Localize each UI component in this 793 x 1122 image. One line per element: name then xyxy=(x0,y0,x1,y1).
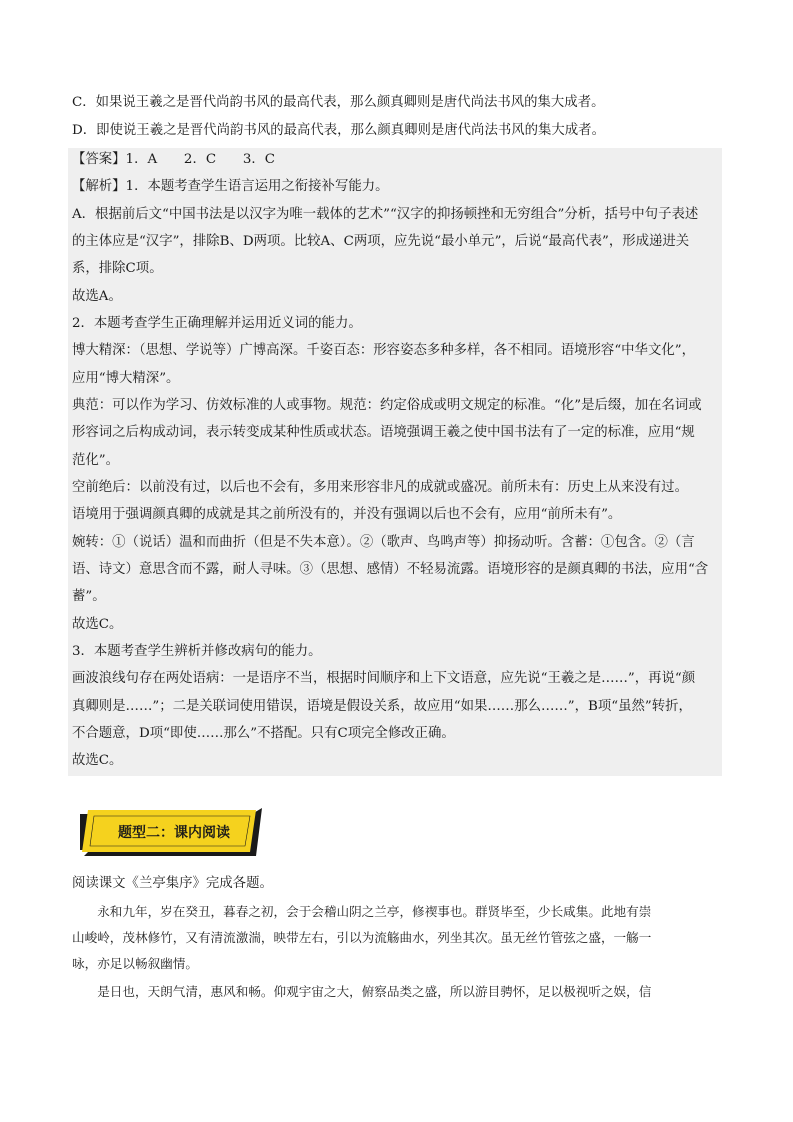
analysis-line: 范化”。 xyxy=(72,453,120,468)
analysis-line: 语境用于强调颜真卿的成就是其之前所没有的，并没有强调以后也不会有，应用“前所未有”。 xyxy=(72,507,622,522)
analysis-line: 故选C。 xyxy=(72,617,123,632)
option-d: D．即使说王羲之是晋代尚韵书风的最高代表，那么颜真卿则是唐代尚法书风的集大成者。 xyxy=(72,123,605,138)
section-title: 题型二：课内阅读 xyxy=(118,825,230,841)
reading-instruction: 阅读课文《兰亭集序》完成各题。 xyxy=(72,876,273,891)
analysis-line: 画波浪线句存在两处语病：一是语序不当，根据时间顺序和上下文语意，应先说“王羲之是……”，再说“颜 xyxy=(72,671,696,686)
answer-line: 【答案】1．A 2．C 3．C xyxy=(72,152,276,167)
reading-line: 是日也，天朗气清，惠风和畅。仰观宇宙之大，俯察品类之盛，所以游目骋怀，足以极视听之娱，信 xyxy=(72,984,652,999)
analysis-line: 应用“博大精深”。 xyxy=(72,371,180,386)
reading-line: 永和九年，岁在癸丑，暮春之初，会于会稽山阴之兰亭，修禊事也。群贤毕至，少长咸集。此地有崇 xyxy=(72,904,652,919)
reading-line: 山峻岭，茂林修竹，又有清流激湍，映带左右，引以为流觞曲水，列坐其次。虽无丝竹管弦之盛，一觞一 xyxy=(72,930,652,945)
analysis-line: 典范：可以作为学习、仿效标准的人或事物。规范：约定俗成或明文规定的标准。“化”是后缀，加在名词或 xyxy=(72,398,702,413)
analysis-line: 2．本题考查学生正确理解并运用近义词的能力。 xyxy=(72,316,362,331)
analysis-line: 博大精深：（思想、学说等）广博高深。千姿百态：形容姿态多种多样，各不相同。语境形容“中华文化”， xyxy=(72,343,695,358)
analysis-line: 语、诗文）意思含而不露，耐人寻味。③（思想、感情）不轻易流露。语境形容的是颜真卿的书法，应用“含 xyxy=(72,562,709,577)
analysis-line: 不合题意，D项“即使……那么”不搭配。只有C项完全修改正确。 xyxy=(72,726,455,741)
option-c: C．如果说王羲之是晋代尚韵书风的最高代表，那么颜真卿则是唐代尚法书风的集大成者。 xyxy=(72,95,605,110)
analysis-line: 真卿则是……”；二是关联词使用错误，语境是假设关系，故应用“如果……那么……”，B项“虽然”转折， xyxy=(72,699,692,714)
analysis-line: 故选C。 xyxy=(72,753,123,768)
analysis-line: 空前绝后：以前没有过，以后也不会有，多用来形容非凡的成就或盛况。前所未有：历史上从来没有过。 xyxy=(72,480,688,495)
analysis-line: 故选A。 xyxy=(72,289,122,304)
analysis-line: 3．本题考查学生辨析并修改病句的能力。 xyxy=(72,644,322,659)
analysis-line: A．根据前后文“中国书法是以汉字为唯一载体的艺术”“汉字的抑扬顿挫和无穷组合”分析，括号中句子表述 xyxy=(72,207,699,222)
analysis-line: 系，排除C项。 xyxy=(72,261,163,276)
analysis-line: 婉转：①（说话）温和而曲折（但是不失本意）。②（歌声、鸟鸣声等）抑扬动听。含蓄：①包含。②（言 xyxy=(72,535,695,550)
analysis-line: 形容词之后构成动词，表示转变成某种性质或状态。语境强调王羲之使中国书法有了一定的标准，应用“规 xyxy=(72,425,695,440)
analysis-line: 的主体应是“汉字”，排除B、D两项。比较A、C两项，应先说“最小单元”，后说“最高代表”，形成递进关 xyxy=(72,234,690,249)
reading-line: 咏，亦足以畅叙幽情。 xyxy=(72,956,198,971)
analysis-line: 蓄”。 xyxy=(72,589,106,604)
analysis-line: 【解析】1．本题考查学生语言运用之衔接补写能力。 xyxy=(72,179,389,194)
